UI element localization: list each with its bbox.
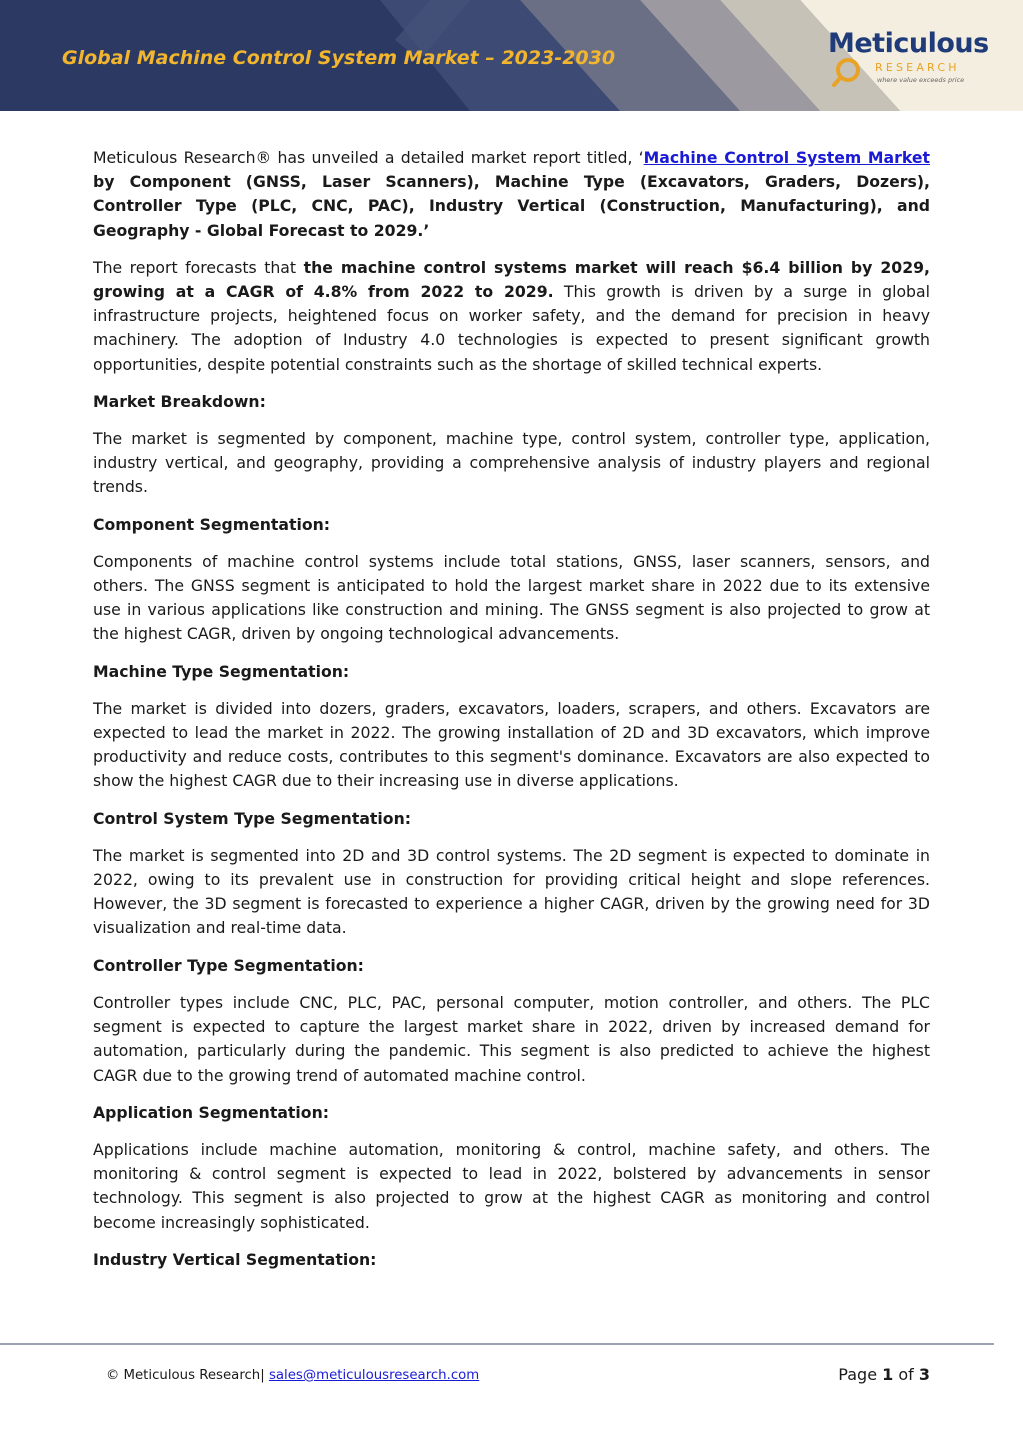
logo-subtitle: RESEARCH <box>875 61 960 74</box>
page-indicator <box>838 1365 930 1384</box>
meticulous-research-logo <box>823 28 989 88</box>
copyright-text: © Meticulous Research| <box>106 1368 269 1383</box>
page-total: 3 <box>918 1365 930 1384</box>
page-current: 1 <box>882 1365 894 1384</box>
report-title-link[interactable]: Machine Control System Market <box>643 148 930 167</box>
control-system-text: The market is segmented into 2D and 3D control systems. The 2D segment is expected to dominate in 2022, owing to its prevalent use in construction for providing critical height and slope references. However, the 3D segment is forecasted to experience a higher CAGR, driven by the growing need for 3D visualization and real-time data. <box>93 845 930 938</box>
application-text: Applications include machine automation, monitoring & control, machine safety, and others. The monitoring & control segment is expected to lead in 2022, bolstered by advancements in sensor technology. This segment is also projected to grow at the highest CAGR as monitoring and control become increasingly sophisticated. <box>93 1139 930 1232</box>
machine-type-heading: Machine Type Segmentation: <box>93 661 350 681</box>
header-banner <box>0 0 1023 111</box>
intro-report-title: by Component (GNSS, Laser Scanners), Machine Type (Excavators, Graders, Dozers), Controller Type (PLC, CNC, PAC), Industry Vertical (Construction, Manufacturing), and Geography - Global Forecast to 2029.’ <box>93 172 930 240</box>
controller-type-heading: Controller Type Segmentation: <box>93 955 364 975</box>
industry-vertical-heading: Industry Vertical Segmentation: <box>93 1249 377 1269</box>
control-system-heading: Control System Type Segmentation: <box>93 808 412 828</box>
component-heading: Component Segmentation: <box>93 514 331 534</box>
forecast-highlight: the machine control systems market will reach $6.4 billion by 2029, growing at a CAGR of 4.8% from 2022 to 2029. <box>93 257 930 302</box>
machine-type-text: The market is divided into dozers, graders, excavators, loaders, scrapers, and others. Excavators are expected to lead the market in 2022. The growing installation of 2D and 3D excavators, which improve productivity and reduce costs, contributes to this segment's dominance. Excavators are also expected to show the highest CAGR due to their increasing use in diverse applications. <box>93 698 930 791</box>
page-of: of <box>893 1365 919 1384</box>
footer-divider <box>0 1343 994 1345</box>
component-text: Components of machine control systems include total stations, GNSS, laser scanners, sensors, and others. The GNSS segment is anticipated to hold the largest market share in 2022 due to its extensive use in various applications like construction and mining. The GNSS segment is also projected to grow at the highest CAGR, driven by ongoing technological advancements. <box>93 551 930 644</box>
document-header-title: Global Machine Control System Market – 2023-2030 <box>62 47 616 69</box>
market-breakdown-text: The market is segmented by component, machine type, control system, controller type, application, industry vertical, and geography, providing a comprehensive analysis of industry players and regional trends. <box>93 429 930 497</box>
forecast-paragraph <box>93 256 930 377</box>
document-body <box>93 146 930 1285</box>
logo-name: Meticulous <box>828 28 989 59</box>
forecast-rest: This growth is driven by a surge in global infrastructure projects, heightened focus on worker safety, and the demand for precision in heavy machinery. The adoption of Industry 4.0 technologies is expected to present significant growth opportunities, despite potential constraints such as the shortage of skilled technical experts. <box>93 282 930 374</box>
forecast-lead: The report forecasts that <box>93 257 304 277</box>
logo-tagline: where value exceeds price <box>877 76 965 84</box>
market-breakdown-heading: Market Breakdown: <box>93 391 266 411</box>
email-link[interactable]: sales@meticulousresearch.com <box>268 1368 480 1383</box>
intro-paragraph <box>93 146 930 243</box>
application-heading: Application Segmentation: <box>93 1102 330 1122</box>
page-label: Page <box>838 1365 883 1384</box>
footer-copyright <box>106 1368 479 1383</box>
intro-lead: Meticulous Research® has unveiled a detailed market report titled, ‘ <box>93 148 644 167</box>
controller-type-text: Controller types include CNC, PLC, PAC, personal computer, motion controller, and others. The PLC segment is expected to capture the largest market share in 2022, driven by increased demand for automation, particularly during the pandemic. This segment is also predicted to achieve the highest CAGR due to the growing trend of automated machine control. <box>93 992 930 1085</box>
